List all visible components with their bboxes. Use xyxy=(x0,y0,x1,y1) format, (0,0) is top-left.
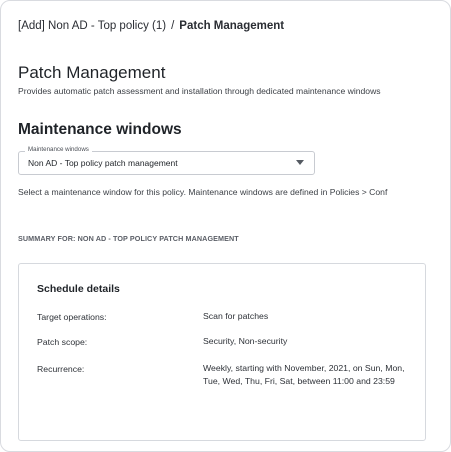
page-description: Provides automatic patch assessment and installation through dedicated maintenance windows xyxy=(18,86,381,96)
schedule-details-card xyxy=(18,263,426,441)
target-operations-label: Target operations: xyxy=(37,312,107,322)
maintenance-windows-heading: Maintenance windows xyxy=(18,121,182,138)
maintenance-window-hint: Select a maintenance window for this policy. Maintenance windows are defined in Policies > Conf xyxy=(18,187,388,197)
chevron-down-icon[interactable] xyxy=(296,160,304,165)
patch-scope-label: Patch scope: xyxy=(37,337,88,347)
breadcrumb-parent-link[interactable]: [Add] Non AD - Top policy (1) xyxy=(18,20,167,32)
breadcrumb-separator: / xyxy=(171,20,175,32)
breadcrumb xyxy=(18,20,284,32)
maintenance-window-select-label: Maintenance windows xyxy=(25,146,92,153)
summary-label: SUMMARY FOR: NON AD - TOP POLICY PATCH MANAGEMENT xyxy=(18,234,239,243)
target-operations-value: Scan for patches xyxy=(203,311,269,321)
schedule-details-title: Schedule details xyxy=(37,283,120,295)
maintenance-window-select[interactable] xyxy=(18,146,315,175)
page-title: Patch Management xyxy=(18,63,166,82)
recurrence-label: Recurrence: xyxy=(37,364,85,374)
recurrence-value: Weekly, starting with November, 2021, on Sun, Mon, Tue, Wed, Thu, Fri, Sat, between 11:00 and 23:59 xyxy=(203,363,405,386)
breadcrumb-current: Patch Management xyxy=(179,20,285,32)
patch-scope-value: Security, Non-security xyxy=(203,336,288,346)
maintenance-window-select-value: Non AD - Top policy patch management xyxy=(28,158,178,168)
